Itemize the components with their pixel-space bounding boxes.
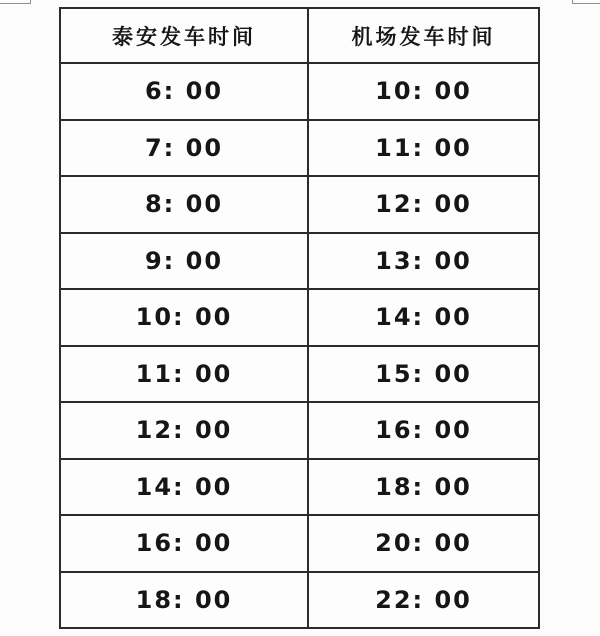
airport-departure-time-cell: 12: 00 [309, 177, 538, 232]
airport-departure-time-cell: 18: 00 [309, 460, 538, 515]
taian-departure-time-cell: 11: 00 [61, 347, 307, 402]
taian-departure-time-cell: 6: 00 [61, 64, 307, 119]
page-corner-mark-top-right [572, 0, 600, 4]
bus-departure-timetable [59, 7, 540, 629]
airport-departure-time-cell: 11: 00 [309, 121, 538, 176]
taian-departure-time-cell: 14: 00 [61, 460, 307, 515]
column-header-taian-departure: 泰安发车时间 [61, 9, 307, 62]
airport-departure-time-cell: 14: 00 [309, 290, 538, 345]
taian-departure-time-cell: 18: 00 [61, 573, 307, 628]
taian-departure-time-cell: 16: 00 [61, 516, 307, 571]
airport-departure-time-cell: 20: 00 [309, 516, 538, 571]
column-header-airport-departure: 机场发车时间 [309, 9, 538, 62]
airport-departure-time-cell: 22: 00 [309, 573, 538, 628]
taian-departure-time-cell: 8: 00 [61, 177, 307, 232]
taian-departure-time-cell: 12: 00 [61, 403, 307, 458]
airport-departure-time-cell: 16: 00 [309, 403, 538, 458]
taian-departure-time-cell: 9: 00 [61, 234, 307, 289]
airport-departure-time-cell: 15: 00 [309, 347, 538, 402]
taian-departure-time-cell: 10: 00 [61, 290, 307, 345]
airport-departure-time-cell: 10: 00 [309, 64, 538, 119]
taian-departure-time-cell: 7: 00 [61, 121, 307, 176]
airport-departure-time-cell: 13: 00 [309, 234, 538, 289]
page-corner-mark-top-left [0, 0, 31, 4]
